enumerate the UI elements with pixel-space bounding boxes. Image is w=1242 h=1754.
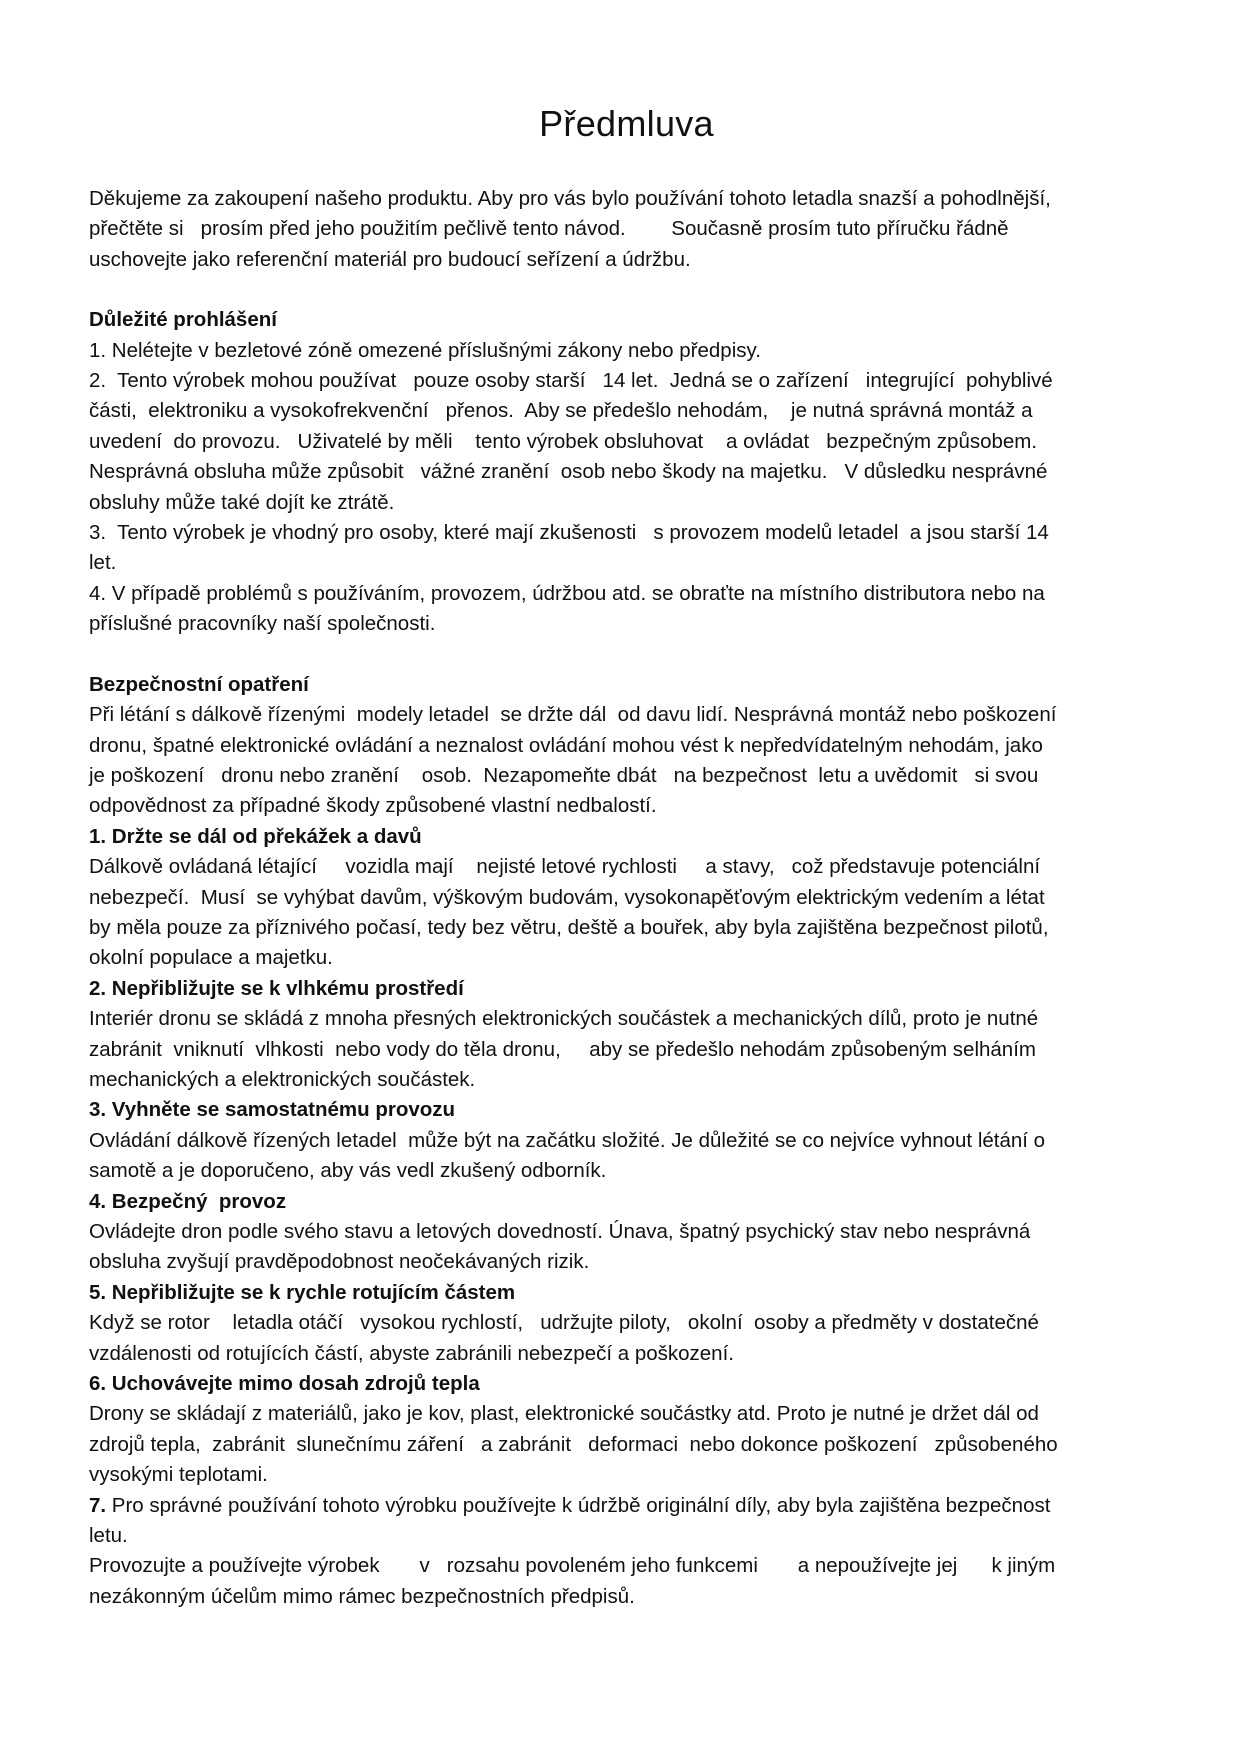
text-line: Drony se skládají z materiálů, jako je kov, plast, elektronické součástky atd. Proto je nutné je držet dál od (89, 1402, 1039, 1426)
text-line: je poškození dronu nebo zranění osob. Nezapomeňte dbát na bezpečnost letu a uvědomit si svou (89, 763, 1039, 787)
text-line: Když se rotor letadla otáčí vysokou rychlostí, udržujte piloty, okolní osoby a předměty v dostatečné (89, 1311, 1039, 1335)
text-line: Děkujeme za zakoupení našeho produktu. Aby pro vás bylo používání tohoto letadla snazší a pohodlnější, (89, 187, 1051, 210)
text-line: uvedení do provozu. Uživatelé by měli tento výrobek obsluhovat a ovládat bezpečným způsobem. (89, 429, 1038, 453)
text-line: Ovládejte dron podle svého stavu a letových dovedností. Únava, špatný psychický stav nebo nesprávná (89, 1220, 1031, 1243)
text-line: 4. V případě problémů s používáním, provozem, údržbou atd. se obraťte na místního distributora nebo na (89, 581, 1045, 605)
text-line: 3. Tento výrobek je vhodný pro osoby, které mají zkušenosti s provozem modelů letadel a jsou starší 14 (89, 521, 1049, 545)
text-line: 1. Nelétejte v bezletové zóně omezené příslušnými zákony nebo předpisy. (89, 338, 761, 362)
text-line: části, elektroniku a vysokofrekvenční přenos. Aby se předešlo nehodám, je nutná správná montáž a (89, 399, 1033, 423)
safety-heading: Bezpečnostní opatření (89, 672, 309, 696)
safety-section (89, 670, 1164, 1613)
text-line: mechanických a elektronických součástek. (89, 1067, 476, 1091)
safety-subheading-3: 3. Vyhněte se samostatnému provozu (89, 1098, 456, 1122)
text-line: nezákonným účelům mimo rámec bezpečnostních předpisů. (89, 1584, 635, 1608)
text-line: Interiér dronu se skládá z mnoha přesných elektronických součástek a mechanických dílů, proto je nutné (89, 1007, 1039, 1031)
text-line: Nesprávná obsluha může způsobit vážné zranění osob nebo škody na majetku. V důsledku nesprávné (89, 460, 1048, 484)
text-line: letu. (89, 1524, 128, 1548)
safety-item-7-number: 7. (89, 1493, 107, 1517)
text-line (89, 1491, 1164, 1521)
safety-subheading-6: 6. Uchovávejte mimo dosah zdrojů tepla (89, 1372, 480, 1396)
page-title: Předmluva (539, 103, 714, 144)
text-line: přečtěte si prosím před jeho použitím pečlivě tento návod. Současně prosím tuto příručku řádně (89, 217, 1009, 241)
text-line: by měla pouze za příznivého počasí, tedy bez větru, deště a bouřek, aby byla zajištěna bezpečnost pilotů, (89, 915, 1049, 939)
text-line: let. (89, 551, 117, 575)
text-line: odpovědnost za případné škody způsobené vlastní nedbalostí. (89, 794, 657, 818)
text-line: obsluhy může také dojít ke ztrátě. (89, 490, 395, 514)
text-line: uschovejte jako referenční materiál pro budoucí seřízení a údržbu. (89, 247, 691, 271)
text-line: zdrojů tepla, zabránit slunečnímu záření a zabránit deformaci nebo dokonce poškození způsobeného (89, 1432, 1058, 1456)
safety-subheading-1: 1. Držte se dál od překážek a davů (89, 824, 422, 848)
text-line: Při létání s dálkově řízenými modely letadel se držte dál od davu lidí. Nesprávná montáž nebo poškození (89, 703, 1057, 727)
safety-subheading-2: 2. Nepřibližujte se k vlhkému prostředí (89, 976, 464, 1000)
text-line: vzdálenosti od rotujících částí, abyste zabránili nebezpečí a poškození. (89, 1341, 734, 1365)
text-line: vysokými teplotami. (89, 1463, 268, 1487)
text-line: zabránit vniknutí vlhkosti nebo vody do těla dronu, aby se předešlo nehodám způsobeným selháním (89, 1037, 1036, 1061)
safety-subheading-5: 5. Nepřibližujte se k rychle rotujícím částem (89, 1280, 516, 1304)
text-line: samotě a je doporučeno, aby vás vedl zkušený odborník. (89, 1159, 607, 1183)
text-line: 2. Tento výrobek mohou používat pouze osoby starší 14 let. Jedná se o zařízení integrující pohyblivé (89, 369, 1053, 393)
safety-subheading-4: 4. Bezpečný provoz (89, 1189, 287, 1213)
declaration-section (89, 305, 1164, 639)
text-line: Provozujte a používejte výrobek v rozsahu povoleném jeho funkcemi a nepoužívejte jej k jiným (89, 1554, 1056, 1578)
text-line: příslušné pracovníky naší společnosti. (89, 612, 436, 636)
text-line: obsluha zvyšují pravděpodobnost neočekávaných rizik. (89, 1250, 590, 1274)
text-line: nebezpečí. Musí se vyhýbat davům, výškovým budovám, vysokonapěťovým elektrickým vedením a létat (89, 885, 1045, 909)
intro-paragraph (89, 184, 1164, 275)
text-line: Ovládání dálkově řízených letadel může být na začátku složité. Je důležité se co nejvíce vyhnout létání o (89, 1128, 1046, 1152)
text-line: Dálkově ovládaná létající vozidla mají nejisté letové rychlosti a stavy, což představuje potenciální (89, 855, 1041, 879)
text-line: dronu, špatné elektronické ovládání a neznalost ovládání mohou vést k nepředvídatelným nehodám, jako (89, 733, 1043, 757)
text-span: Pro správné používání tohoto výrobku používejte k údržbě originální díly, aby byla zajištěna bezpečnost (106, 1493, 1051, 1517)
text-line: okolní populace a majetku. (89, 946, 333, 970)
declaration-heading: Důležité prohlášení (89, 308, 277, 332)
